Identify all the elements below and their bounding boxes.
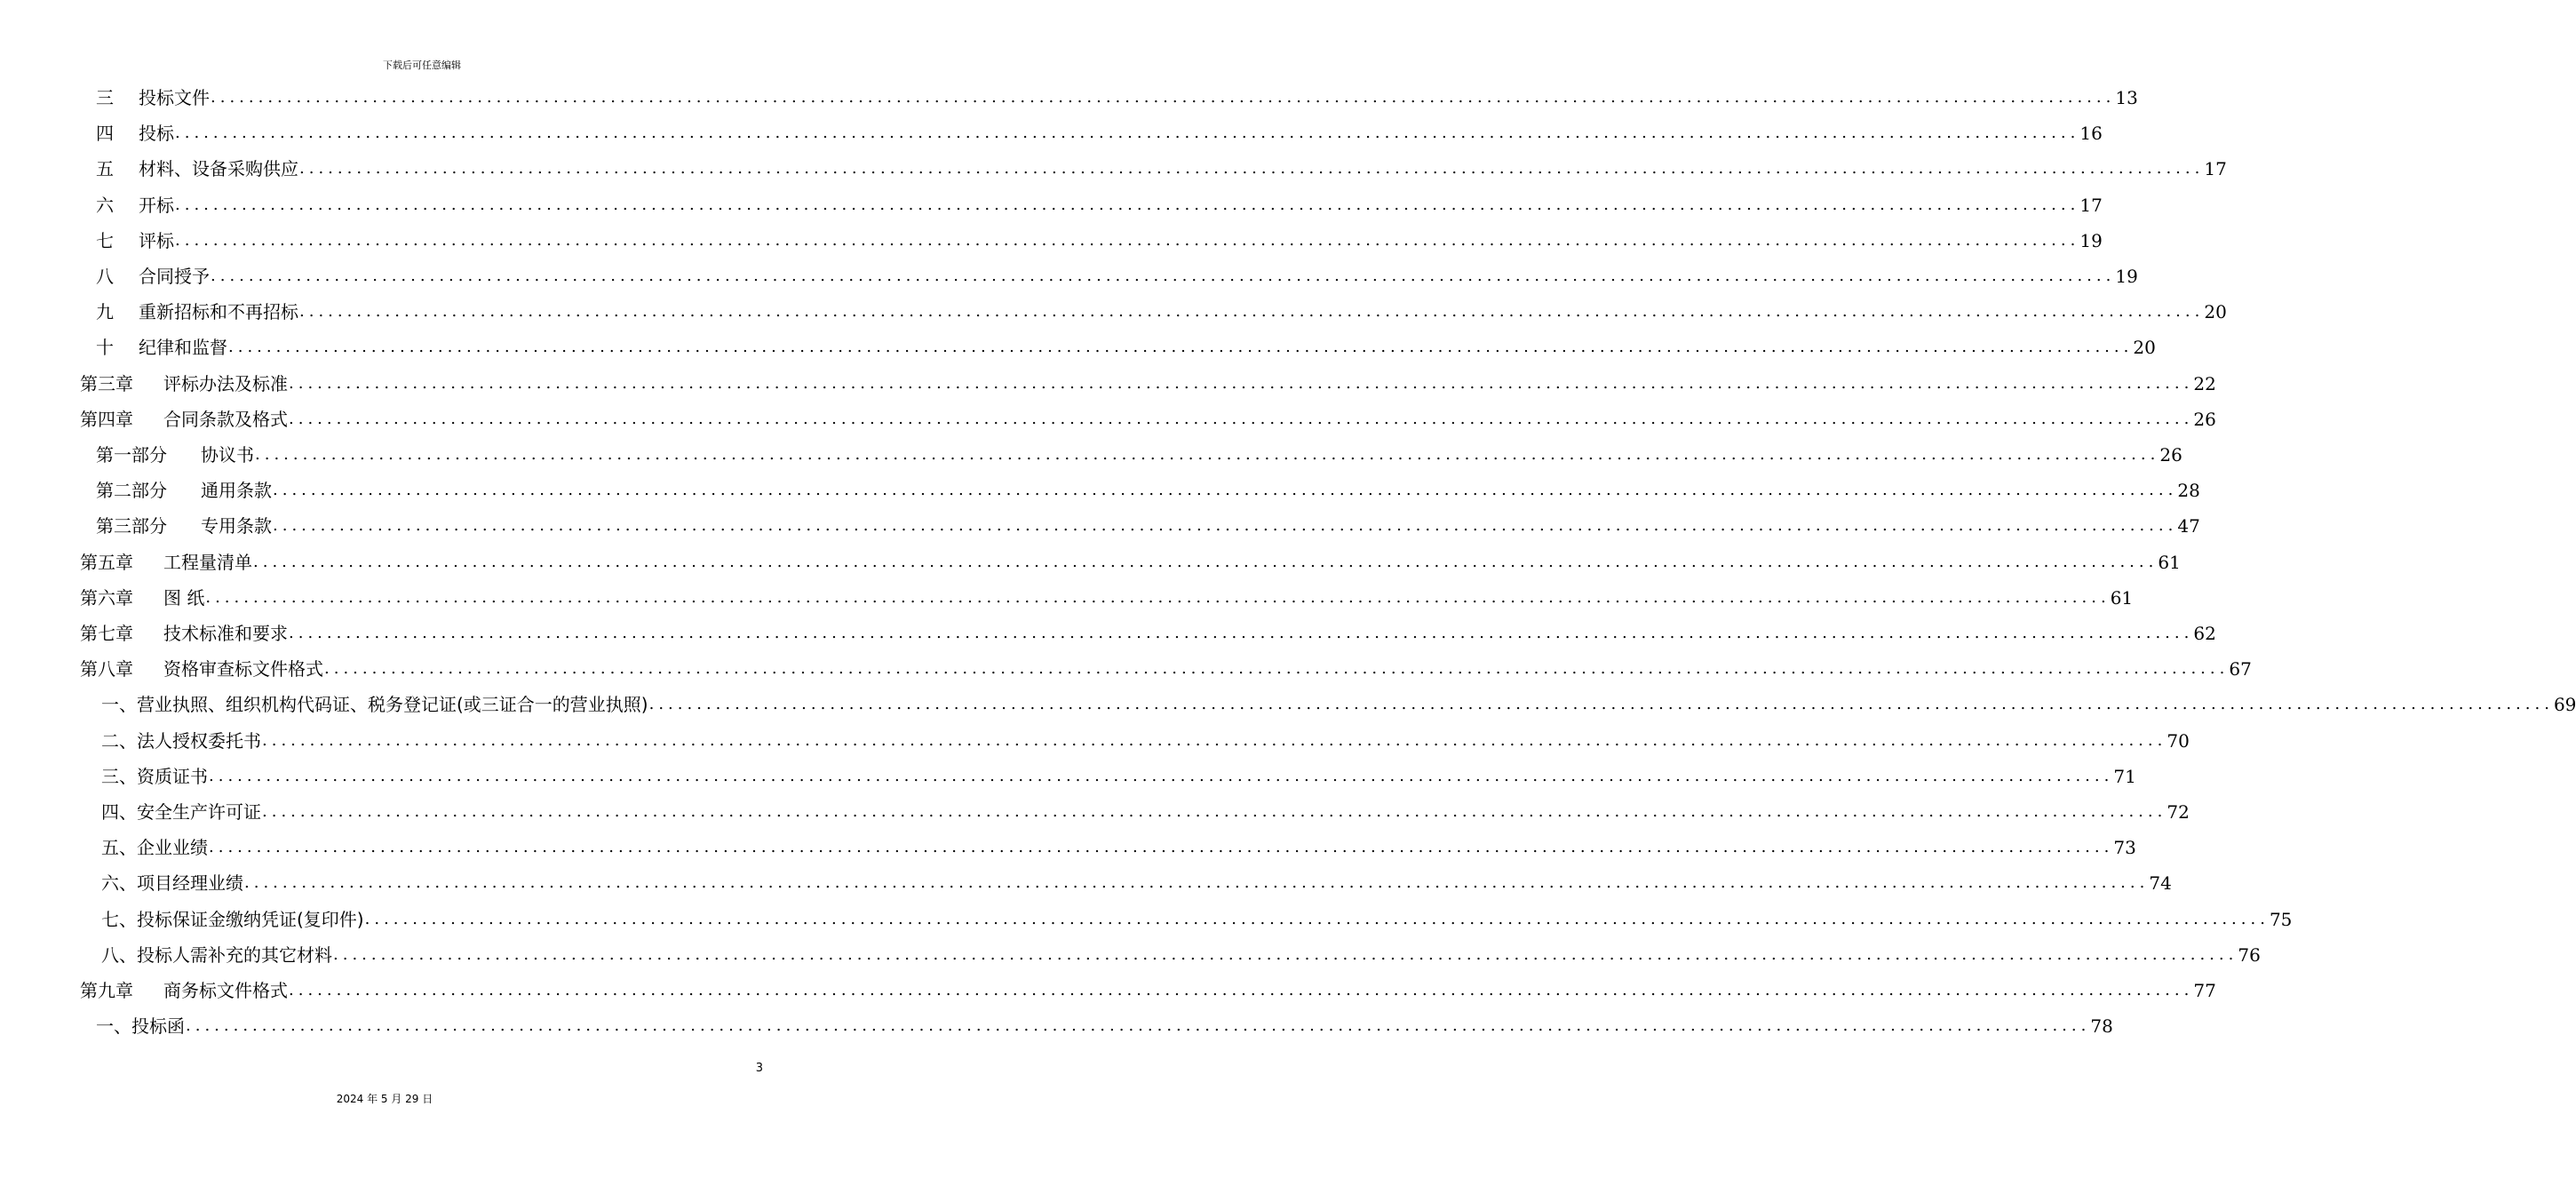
toc-entry[interactable] [96,151,2227,187]
toc-dot-leader: ........................................................................................................................................................................................................ [209,766,2114,785]
toc-entry-title: 一、投标函 [96,1015,185,1038]
toc-entry-title: 专用条款 [201,515,272,537]
toc-entry[interactable] [96,223,2103,259]
toc-entry-title: 工程量清单 [163,551,252,573]
toc-entry-title: 五、企业业绩 [101,837,208,859]
toc-dot-leader: ........................................................................................................................................................................................................ [273,516,2178,536]
toc-entry-title: 重新招标和不再招标 [139,301,298,323]
toc-entry[interactable] [96,1008,2113,1044]
toc-entry-number: 第二部分 [96,480,167,502]
toc-entry-number: 四 [96,123,114,145]
toc-entry-number: 第九章 [80,980,133,1001]
toc-entry-title: 评标办法及标准 [163,372,288,394]
toc-entry-page: 22 [2193,372,2216,394]
toc-entry[interactable] [101,759,2136,794]
toc-entry-page: 13 [2115,87,2138,108]
toc-entry-number: 第三部分 [96,515,167,537]
toc-entry-title: 协议书 [201,444,254,466]
toc-dot-leader: ........................................................................................................................................................................................................ [299,302,2205,322]
toc-entry-page: 72 [2167,801,2190,823]
toc-dot-leader: ........................................................................................................................................................................................................ [289,981,2194,999]
toc-entry-number: 第三章 [80,372,133,394]
toc-entry-page: 73 [2113,837,2136,859]
toc-entry-number: 七 [96,229,114,251]
toc-entry-page: 76 [2238,943,2261,966]
page-footer-date: 2024 年 5 月 29 日 [336,1093,433,1105]
toc-entry[interactable] [80,651,2252,687]
toc-entry-title: 商务标文件格式 [163,980,288,1001]
toc-entry-page: 20 [2204,301,2227,323]
toc-entry-page: 47 [2177,515,2200,537]
toc-entry[interactable] [80,973,2216,1008]
toc-dot-leader: ........................................................................................................................................................................................................ [211,88,2116,107]
toc-entry-page: 19 [2115,266,2138,287]
toc-entry-page: 17 [2079,194,2103,216]
toc-entry-page: 20 [2133,337,2156,359]
toc-entry-page: 70 [2167,729,2190,752]
page-header: 下载后可任意编辑 [383,60,461,71]
toc-entry-title: 六、项目经理业绩 [101,872,243,895]
toc-entry-number: 第六章 [80,586,133,609]
toc-dot-leader: ........................................................................................................................................................................................................ [186,1016,2091,1036]
toc-entry[interactable] [101,902,2293,937]
toc-entry-page: 62 [2193,623,2216,644]
toc-entry[interactable] [96,508,2200,544]
toc-entry-title: 七、投标保证金缴纳凭证(复印件) [101,908,364,930]
toc-dot-leader: ........................................................................................................................................................................................................ [289,409,2194,428]
toc-entry-page: 17 [2204,158,2227,180]
toc-entry-title: 三、资质证书 [101,765,208,787]
toc-dot-leader: ........................................................................................................................................................................................................ [244,873,2150,893]
toc-entry-page: 69 [2553,694,2576,716]
toc-dot-leader: ........................................................................................................................................................................................................ [262,730,2167,750]
toc-dot-leader: ........................................................................................................................................................................................................ [289,373,2194,393]
toc-dot-leader: ........................................................................................................................................................................................................ [228,338,2134,357]
toc-entry-title: 评标 [139,229,174,251]
toc-dot-leader: ........................................................................................................................................................................................................ [205,587,2111,607]
toc-entry-title: 合同条款及格式 [163,408,288,430]
toc-entry[interactable] [96,330,2156,365]
toc-dot-leader: ........................................................................................................................................................................................................ [175,123,2080,143]
toc-entry-number: 十 [96,337,114,359]
toc-entry-title: 投标文件 [139,87,210,108]
toc-entry[interactable] [96,80,2138,115]
toc-entry[interactable] [80,366,2216,402]
toc-dot-leader: ........................................................................................................................................................................................................ [324,659,2230,679]
toc-entry-page: 74 [2149,872,2172,895]
toc-entry-page: 67 [2229,658,2252,681]
toc-entry-page: 77 [2193,980,2216,1001]
toc-dot-leader: ........................................................................................................................................................................................................ [364,909,2270,928]
toc-entry-title: 合同授予 [139,266,210,287]
toc-entry[interactable] [80,402,2216,437]
toc-entry-page: 78 [2090,1015,2113,1038]
toc-entry-page: 28 [2177,480,2200,502]
toc-entry-page: 61 [2110,586,2134,609]
toc-entry-number: 三 [96,87,114,108]
toc-entry-title: 技术标准和要求 [163,623,288,644]
toc-entry-title: 纪律和监督 [139,337,227,359]
toc-entry-page: 71 [2113,765,2136,787]
toc-dot-leader: ........................................................................................................................................................................................................ [211,267,2116,285]
toc-dot-leader: ........................................................................................................................................................................................................ [262,802,2167,821]
toc-entry-number: 第四章 [80,408,133,430]
toc-entry[interactable] [96,115,2103,151]
toc-entry[interactable] [96,259,2138,294]
toc-entry[interactable] [96,473,2200,508]
toc-dot-leader: ........................................................................................................................................................................................................ [175,230,2080,250]
toc-dot-leader: ........................................................................................................................................................................................................ [253,552,2159,571]
toc-entry-title: 开标 [139,194,174,216]
toc-entry[interactable] [96,437,2182,473]
toc-entry-page: 26 [2193,408,2216,430]
toc-entry[interactable] [101,794,2190,830]
toc-entry-page: 16 [2079,123,2103,145]
toc-entry[interactable] [80,545,2181,580]
toc-entry-page: 26 [2159,444,2182,466]
toc-entry-title: 通用条款 [201,480,272,502]
toc-entry[interactable] [101,723,2190,759]
toc-entry-title: 二、法人授权委托书 [101,729,261,752]
toc-entry-number: 五 [96,158,114,180]
toc-entry-title: 资格审查标文件格式 [163,658,323,681]
toc-entry-title: 材料、设备采购供应 [139,158,298,180]
toc-entry-number: 八 [96,266,114,287]
toc-entry-number: 第一部分 [96,444,167,466]
toc-entry-number: 第七章 [80,623,133,644]
toc-entry-title: 一、营业执照、组织机构代码证、税务登记证(或三证合一的营业执照) [101,694,648,716]
toc-entry[interactable] [101,830,2136,865]
toc-entry[interactable] [96,187,2103,223]
toc-entry[interactable] [80,616,2216,651]
toc-dot-leader: ........................................................................................................................................................................................................ [175,195,2080,214]
toc-dot-leader: ........................................................................................................................................................................................................ [333,944,2238,964]
toc-dot-leader: ........................................................................................................................................................................................................ [209,838,2114,857]
toc-entry[interactable] [101,937,2261,973]
toc-entry[interactable] [101,687,2576,722]
toc-entry-number: 六 [96,194,114,216]
toc-dot-leader: ........................................................................................................................................................................................................ [273,481,2178,500]
toc-entry-number: 第八章 [80,658,133,681]
toc-dot-leader: ........................................................................................................................................................................................................ [289,624,2194,642]
toc-dot-leader: ........................................................................................................................................................................................................ [648,695,2554,714]
toc-entry-page: 61 [2158,551,2181,573]
page-number: 3 [755,1062,763,1075]
toc-entry-title: 四、安全生产许可证 [101,801,261,823]
toc-entry-number: 九 [96,301,114,323]
toc-entry-number: 第五章 [80,551,133,573]
toc-entry[interactable] [80,580,2134,616]
toc-entry-title: 投标 [139,123,174,145]
toc-entry-title: 图 纸 [163,586,205,609]
toc-dot-leader: ........................................................................................................................................................................................................ [299,159,2205,179]
toc-entry-title: 八、投标人需补充的其它材料 [101,943,332,966]
toc-entry[interactable] [101,865,2172,901]
toc-dot-leader: ........................................................................................................................................................................................................ [255,445,2160,464]
toc-entry-page: 75 [2269,908,2293,930]
toc-entry[interactable] [96,294,2227,330]
toc-entry-page: 19 [2079,229,2103,251]
